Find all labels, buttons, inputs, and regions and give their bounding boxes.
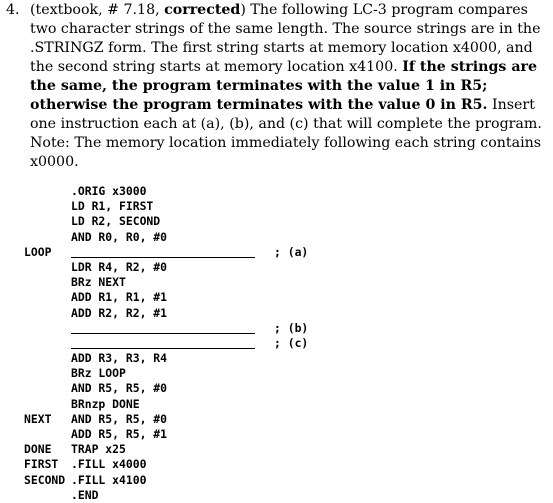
code-instruction: .END	[71, 487, 99, 502]
code-label: LOOP	[24, 244, 52, 259]
problem-instructions: Insert one instruction each at (a), (b), and (c) that will complete the program. Note: The memory location immediately following each string contains x0000.	[30, 97, 542, 170]
code-instruction: BRnzp DONE	[71, 396, 140, 411]
code-instruction: AND R5, R5, #0	[71, 381, 168, 396]
problem-requirement: If the strings are the same, the program terminates with the value 1 in R5; otherwise the program terminates with the value 0 in R5.	[30, 59, 538, 113]
code-instruction: ADD R5, R5, #1	[71, 427, 168, 441]
problem-text	[6, 1, 551, 172]
problem-source: (textbook, # 7.18,	[30, 2, 165, 18]
code-instruction: BRz NEXT	[71, 275, 126, 290]
answer-blank	[71, 348, 255, 349]
problem-body	[30, 1, 551, 172]
code-instruction: .ORIG x3000	[71, 184, 147, 198]
answer-blank	[71, 257, 255, 258]
code-label: FIRST	[24, 457, 59, 472]
problem-number: 4.	[6, 2, 20, 18]
code-instruction: BRz LOOP	[71, 366, 126, 381]
code-instruction: LD R2, SECOND	[71, 214, 161, 229]
corrected-label: corrected	[164, 2, 241, 18]
code-instruction: AND R5, R5, #0	[71, 411, 168, 426]
code-instruction: ADD R1, R1, #1	[71, 290, 168, 305]
code-comment: ; (a)	[274, 244, 309, 259]
code-instruction: AND R0, R0, #0	[71, 229, 168, 244]
code-instruction: LD R1, FIRST	[71, 199, 154, 214]
code-label: NEXT	[24, 411, 52, 426]
code-label: DONE	[24, 442, 52, 457]
code-instruction: LDR R4, R2, #0	[71, 259, 168, 274]
code-instruction: ADD R2, R2, #1	[71, 305, 168, 320]
code-instruction: .FILL x4100	[71, 472, 147, 487]
problem-intro: ) The following LC-3 program compares two character strings of the same length. The source strings are in the .STRINGZ form. The first string starts at memory location x4000, and the second string starts at memory location x4100.	[30, 2, 541, 75]
code-label: SECOND	[24, 472, 66, 487]
code-instruction: TRAP x25	[71, 442, 126, 457]
code-instruction: ADD R3, R3, R4	[71, 351, 168, 366]
code-comment: ; (b)	[274, 320, 309, 335]
code-instruction: .FILL x4000	[71, 457, 147, 472]
answer-blank	[71, 333, 255, 334]
code-comment: ; (c)	[274, 335, 309, 350]
